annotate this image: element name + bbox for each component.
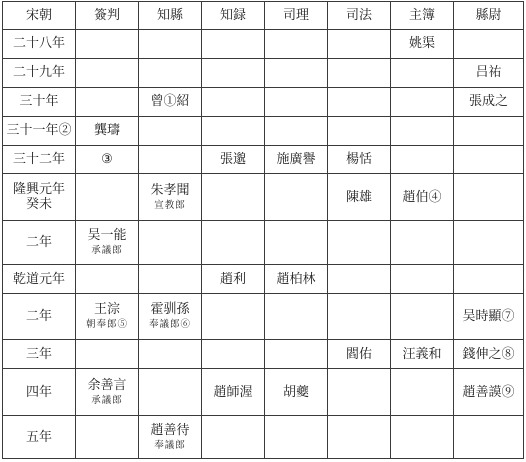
table-row [3, 30, 524, 59]
official-cell [454, 340, 524, 369]
official-name: ③ [101, 151, 113, 167]
year-label: 三十年 [19, 94, 59, 110]
official-name: 趙善謨⑨ [462, 384, 515, 400]
official-cell [76, 369, 139, 416]
empty-cell [76, 87, 139, 116]
official-cell [76, 294, 139, 340]
official-name: 汪義和 [402, 346, 442, 362]
empty-cell [454, 145, 524, 174]
empty-cell [265, 174, 328, 221]
official-name: 朱孝聞 [150, 182, 190, 198]
empty-cell [202, 30, 265, 59]
table-row [3, 265, 524, 294]
official-name: 趙伯④ [402, 189, 442, 205]
empty-cell [202, 116, 265, 145]
empty-cell [391, 416, 454, 459]
empty-cell [139, 116, 202, 145]
table-row [3, 58, 524, 87]
table-row [3, 116, 524, 145]
year-cell [3, 174, 76, 221]
official-cell [391, 174, 454, 221]
official-name: 閻佑 [345, 346, 372, 362]
table-row [3, 145, 524, 174]
official-rank: 承議郎 [91, 394, 123, 406]
empty-cell [391, 116, 454, 145]
year-cell [3, 145, 76, 174]
column-header: 知縣 [139, 2, 202, 30]
empty-cell [328, 294, 391, 340]
official-cell [391, 30, 454, 59]
empty-cell [391, 87, 454, 116]
official-name: 霍驯孫 [150, 302, 190, 318]
table-row [3, 174, 524, 221]
empty-cell [391, 58, 454, 87]
official-cell [265, 265, 328, 294]
official-name: 趙善待 [150, 422, 190, 438]
official-name: 胡夔 [282, 384, 309, 400]
official-cell [391, 340, 454, 369]
official-name: 吴時顯⑦ [462, 309, 515, 325]
year-label: 二十八年 [12, 36, 65, 52]
empty-cell [76, 265, 139, 294]
official-name: 姚渠 [408, 36, 435, 52]
official-cell [139, 294, 202, 340]
empty-cell [454, 174, 524, 221]
empty-cell [139, 30, 202, 59]
empty-cell [139, 340, 202, 369]
empty-cell [328, 30, 391, 59]
empty-cell [202, 174, 265, 221]
officials-table [2, 1, 524, 459]
empty-cell [202, 87, 265, 116]
official-cell [265, 369, 328, 416]
empty-cell [391, 145, 454, 174]
empty-cell [328, 221, 391, 265]
year-cell [3, 30, 76, 59]
table-row [3, 221, 524, 265]
year-cell [3, 416, 76, 459]
empty-cell [328, 369, 391, 416]
empty-cell [202, 340, 265, 369]
empty-cell [391, 265, 454, 294]
empty-cell [265, 116, 328, 145]
official-rank: 承議郎 [91, 245, 123, 257]
table-row [3, 416, 524, 459]
table-row [3, 340, 524, 369]
year-cell [3, 340, 76, 369]
official-cell [454, 87, 524, 116]
year-cell [3, 265, 76, 294]
column-header: 宋朝 [3, 2, 76, 30]
year-label: 乾道元年 [12, 271, 65, 287]
official-cell [265, 145, 328, 174]
year-label: 二十九年 [12, 65, 65, 81]
official-name: 施廣譽 [276, 151, 316, 167]
empty-cell [202, 58, 265, 87]
empty-cell [265, 87, 328, 116]
official-cell [202, 265, 265, 294]
empty-cell [391, 221, 454, 265]
empty-cell [76, 340, 139, 369]
year-label: 隆興元年 [12, 182, 65, 198]
empty-cell [454, 116, 524, 145]
column-header: 主簿 [391, 2, 454, 30]
official-name: 余善言 [87, 377, 127, 393]
empty-cell [265, 294, 328, 340]
empty-cell [265, 340, 328, 369]
year-label: 二年 [25, 235, 52, 251]
official-cell [76, 221, 139, 265]
year-label: 三年 [25, 346, 52, 362]
table-row [3, 369, 524, 416]
empty-cell [265, 58, 328, 87]
year-cell [3, 369, 76, 416]
column-header: 縣尉 [454, 2, 524, 30]
year-cell [3, 116, 76, 145]
official-name: 張成之 [468, 94, 508, 110]
empty-cell [391, 369, 454, 416]
empty-cell [265, 416, 328, 459]
official-name: 張邈 [219, 151, 246, 167]
empty-cell [328, 116, 391, 145]
official-cell [328, 174, 391, 221]
official-name: 趙師渥 [213, 384, 253, 400]
official-rank: 奉議郎⑥ [148, 319, 191, 331]
empty-cell [139, 265, 202, 294]
year-label: 二年 [25, 309, 52, 325]
empty-cell [328, 58, 391, 87]
official-cell [328, 340, 391, 369]
official-cell [139, 87, 202, 116]
column-header: 司法 [328, 2, 391, 30]
header-row [3, 2, 524, 30]
empty-cell [454, 30, 524, 59]
official-name: 吕祐 [475, 65, 502, 81]
empty-cell [76, 174, 139, 221]
empty-cell [391, 294, 454, 340]
official-cell [202, 369, 265, 416]
official-cell [202, 145, 265, 174]
official-rank: 宣教郎 [154, 199, 186, 211]
year-cell [3, 294, 76, 340]
official-cell [76, 145, 139, 174]
empty-cell [265, 221, 328, 265]
year-label: 三十二年 [12, 151, 65, 167]
empty-cell [454, 416, 524, 459]
empty-cell [139, 369, 202, 416]
empty-cell [202, 416, 265, 459]
official-name: 陳雄 [345, 189, 372, 205]
official-rank: 奉議郎 [154, 439, 186, 451]
year-cell [3, 87, 76, 116]
year-cell [3, 58, 76, 87]
empty-cell [139, 58, 202, 87]
official-name: 王淙 [93, 302, 120, 318]
official-name: 錢伸之⑧ [462, 346, 515, 362]
table-row [3, 294, 524, 340]
year-ganzhi-label: 癸未 [25, 197, 52, 213]
empty-cell [454, 265, 524, 294]
empty-cell [139, 145, 202, 174]
column-header: 簽判 [76, 2, 139, 30]
official-rank: 朝奉郎⑤ [85, 319, 128, 331]
table-row [3, 87, 524, 116]
official-name: 龔璹 [93, 123, 120, 139]
official-name: 趙柏林 [276, 271, 316, 287]
official-name: 楊恬 [345, 151, 372, 167]
empty-cell [328, 265, 391, 294]
year-label: 五年 [25, 429, 52, 445]
empty-cell [202, 221, 265, 265]
empty-cell [202, 294, 265, 340]
empty-cell [328, 87, 391, 116]
official-name: 吴一能 [87, 228, 127, 244]
column-header: 司理 [265, 2, 328, 30]
official-cell [454, 58, 524, 87]
column-header: 知録 [202, 2, 265, 30]
official-cell [139, 174, 202, 221]
empty-cell [139, 221, 202, 265]
official-cell [454, 294, 524, 340]
empty-cell [76, 416, 139, 459]
official-cell [328, 145, 391, 174]
year-label: 三十一年② [6, 123, 72, 139]
empty-cell [265, 30, 328, 59]
table-body [3, 30, 524, 459]
empty-cell [328, 416, 391, 459]
year-label: 四年 [25, 384, 52, 400]
empty-cell [76, 30, 139, 59]
official-name: 曾①紹 [150, 94, 190, 110]
official-cell [76, 116, 139, 145]
official-name: 趙利 [219, 271, 246, 287]
official-cell [454, 369, 524, 416]
empty-cell [454, 221, 524, 265]
official-cell [139, 416, 202, 459]
empty-cell [76, 58, 139, 87]
year-cell [3, 221, 76, 265]
